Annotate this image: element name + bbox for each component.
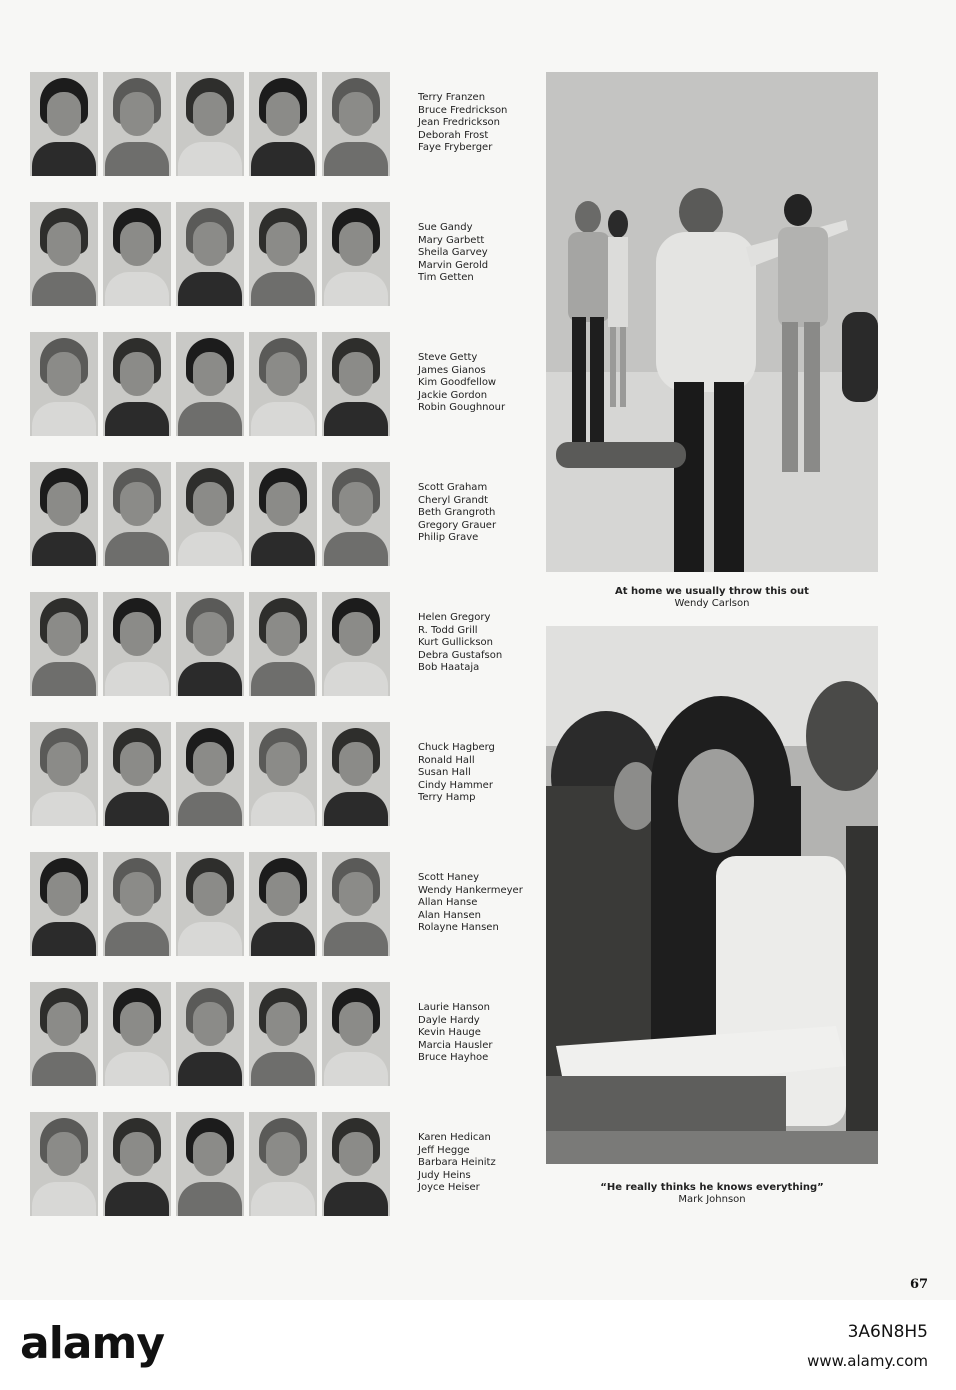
portrait-shoulders (32, 142, 96, 176)
name-list (418, 742, 543, 805)
student-portrait (176, 1112, 244, 1216)
student-name: Kurt Gullickson (418, 637, 493, 649)
student-portrait (322, 852, 390, 956)
portrait-row (30, 462, 395, 568)
student-portrait (322, 722, 390, 826)
portrait-face (193, 1002, 227, 1046)
candid-photo-classroom-pointing-image (546, 72, 878, 572)
student-name: Wendy Hankermeyer (418, 884, 523, 896)
student-portrait (30, 332, 98, 436)
photo-caption-1-credit: Wendy Carlson (674, 598, 750, 609)
student-name: Faye Fryberger (418, 142, 493, 154)
portrait-face (339, 482, 373, 526)
photo-caption-2 (546, 1182, 878, 1206)
portrait-shoulders (324, 1182, 388, 1216)
portrait-row (30, 852, 395, 958)
student-name: Allan Hanse (418, 897, 478, 909)
portrait-shoulders (105, 922, 169, 956)
student-name: Kim Goodfellow (418, 377, 497, 389)
student-name: Joyce Heiser (418, 1182, 480, 1194)
student-portrait (249, 722, 317, 826)
student-name: Marcia Hausler (418, 1039, 493, 1051)
portrait-shoulders (324, 662, 388, 696)
portrait-face (120, 92, 154, 136)
portrait-shoulders (251, 792, 315, 826)
student-name: Kevin Hauge (418, 1027, 481, 1039)
footer-logo: alamy (20, 1318, 164, 1369)
student-portrait (249, 982, 317, 1086)
student-name: Mary Garbett (418, 234, 485, 246)
student-portrait (103, 1112, 171, 1216)
name-list (418, 222, 543, 285)
portrait-shoulders (105, 1052, 169, 1086)
student-portrait (176, 72, 244, 176)
student-name: Terry Hamp (418, 792, 476, 804)
student-name: Beth Grangroth (418, 507, 496, 519)
student-portrait (176, 592, 244, 696)
portrait-shoulders (178, 662, 242, 696)
photo-caption-1 (546, 586, 878, 610)
student-portrait (103, 852, 171, 956)
student-portrait (249, 462, 317, 566)
student-portrait (322, 72, 390, 176)
student-name: Tim Getten (418, 272, 474, 284)
candid-photo-girls-reading (546, 626, 878, 1164)
portrait-shoulders (105, 532, 169, 566)
portrait-face (47, 1002, 81, 1046)
portrait-face (266, 352, 300, 396)
portrait-face (120, 222, 154, 266)
portrait-shoulders (251, 532, 315, 566)
student-portrait (30, 722, 98, 826)
portrait-shoulders (178, 532, 242, 566)
portrait-face (47, 872, 81, 916)
student-name: Rolayne Hansen (418, 922, 499, 934)
portrait-face (266, 1002, 300, 1046)
portrait-shoulders (178, 1182, 242, 1216)
portrait-face (193, 1132, 227, 1176)
portrait-shoulders (32, 662, 96, 696)
portrait-face (339, 612, 373, 656)
portrait-shoulders (324, 142, 388, 176)
student-name: Jean Fredrickson (418, 117, 501, 129)
student-name: Karen Hedican (418, 1132, 491, 1143)
student-portrait (249, 1112, 317, 1216)
student-portrait (103, 982, 171, 1086)
student-portrait (30, 202, 98, 306)
portrait-face (120, 482, 154, 526)
student-name: Laurie Hanson (418, 1002, 490, 1013)
student-portrait (249, 852, 317, 956)
student-portrait (249, 202, 317, 306)
student-name: James Gianos (418, 364, 486, 376)
name-list (418, 1002, 543, 1065)
portrait-face (120, 612, 154, 656)
student-portrait (249, 332, 317, 436)
student-name: Sheila Garvey (418, 247, 488, 259)
portrait-shoulders (251, 1052, 315, 1086)
student-portrait (176, 462, 244, 566)
student-name: Judy Heins (418, 1169, 471, 1181)
student-name: Sue Gandy (418, 222, 473, 233)
portrait-face (47, 92, 81, 136)
student-portrait (249, 592, 317, 696)
portrait-face (193, 222, 227, 266)
student-name: Chuck Hagberg (418, 742, 495, 753)
student-portrait (322, 982, 390, 1086)
portrait-row (30, 202, 395, 308)
portrait-face (120, 1002, 154, 1046)
portrait-shoulders (251, 1182, 315, 1216)
student-portrait (176, 852, 244, 956)
portrait-face (266, 872, 300, 916)
portrait-face (339, 742, 373, 786)
name-list (418, 92, 543, 155)
portrait-shoulders (251, 142, 315, 176)
portrait-shoulders (178, 272, 242, 306)
student-name: R. Todd Grill (418, 624, 478, 636)
portrait-face (339, 352, 373, 396)
student-portrait (30, 462, 98, 566)
student-portrait (176, 982, 244, 1086)
page-number: 67 (910, 1277, 929, 1292)
portrait-face (339, 222, 373, 266)
student-portrait (322, 202, 390, 306)
student-name: Alan Hansen (418, 909, 481, 921)
student-name: Jeff Hegge (418, 1144, 470, 1156)
candid-photo-girls-reading-image (546, 626, 878, 1164)
portrait-shoulders (105, 402, 169, 436)
student-portrait (103, 202, 171, 306)
student-name: Robin Goughnour (418, 402, 506, 414)
student-name: Bruce Hayhoe (418, 1052, 489, 1064)
portrait-face (47, 222, 81, 266)
portrait-row (30, 1112, 395, 1218)
footer-image-id: 3A6N8H5 (847, 1322, 928, 1342)
portrait-face (266, 222, 300, 266)
student-name: Philip Grave (418, 532, 479, 544)
name-list (418, 482, 543, 545)
student-name: Jackie Gordon (418, 389, 488, 401)
portrait-face (193, 612, 227, 656)
student-name: Dayle Hardy (418, 1014, 480, 1026)
footer-url[interactable]: www.alamy.com (807, 1352, 928, 1370)
portrait-face (47, 352, 81, 396)
portrait-shoulders (105, 272, 169, 306)
student-portrait (103, 592, 171, 696)
student-portrait (322, 462, 390, 566)
name-list (418, 352, 543, 415)
portrait-row (30, 982, 395, 1088)
portrait-face (120, 352, 154, 396)
student-name: Bruce Fredrickson (418, 104, 508, 116)
student-name: Bob Haataja (418, 662, 480, 674)
portrait-shoulders (32, 532, 96, 566)
student-name: Scott Graham (418, 482, 488, 493)
portrait-shoulders (178, 1052, 242, 1086)
portrait-face (193, 92, 227, 136)
student-name: Cindy Hammer (418, 779, 493, 791)
portrait-face (47, 612, 81, 656)
student-name: Marvin Gerold (418, 259, 489, 271)
portrait-shoulders (32, 1052, 96, 1086)
portrait-shoulders (32, 272, 96, 306)
portrait-shoulders (32, 402, 96, 436)
portrait-face (339, 1002, 373, 1046)
student-portrait (103, 462, 171, 566)
portrait-shoulders (178, 402, 242, 436)
portrait-face (266, 1132, 300, 1176)
portrait-shoulders (251, 272, 315, 306)
student-portrait (103, 332, 171, 436)
portrait-shoulders (32, 792, 96, 826)
portrait-shoulders (324, 1052, 388, 1086)
student-portrait (176, 202, 244, 306)
portrait-row (30, 722, 395, 828)
name-list (418, 872, 543, 935)
portrait-face (47, 742, 81, 786)
portrait-shoulders (105, 1182, 169, 1216)
portrait-shoulders (324, 792, 388, 826)
portrait-shoulders (105, 662, 169, 696)
student-portrait (103, 72, 171, 176)
portrait-shoulders (324, 922, 388, 956)
student-portrait (30, 592, 98, 696)
portrait-face (120, 872, 154, 916)
portrait-face (339, 1132, 373, 1176)
portrait-shoulders (105, 142, 169, 176)
student-name: Barbara Heinitz (418, 1157, 496, 1169)
student-portrait (176, 722, 244, 826)
portrait-face (339, 872, 373, 916)
portrait-shoulders (251, 662, 315, 696)
portrait-face (266, 612, 300, 656)
student-name: Susan Hall (418, 767, 471, 779)
student-portrait (322, 1112, 390, 1216)
portrait-face (266, 92, 300, 136)
portrait-row (30, 592, 395, 698)
portrait-shoulders (178, 792, 242, 826)
portrait-shoulders (324, 532, 388, 566)
student-name: Scott Haney (418, 872, 480, 883)
student-name: Deborah Frost (418, 129, 489, 141)
stock-footer (0, 1300, 956, 1390)
candid-photo-classroom-pointing (546, 72, 878, 572)
portrait-face (193, 482, 227, 526)
portrait-shoulders (178, 142, 242, 176)
student-name: Steve Getty (418, 352, 478, 363)
portrait-shoulders (251, 922, 315, 956)
student-portrait (176, 332, 244, 436)
student-portrait (30, 72, 98, 176)
name-list (418, 612, 543, 675)
portrait-face (193, 742, 227, 786)
student-name: Debra Gustafson (418, 649, 503, 661)
portrait-face (120, 1132, 154, 1176)
portrait-shoulders (32, 1182, 96, 1216)
portrait-shoulders (324, 402, 388, 436)
portrait-shoulders (178, 922, 242, 956)
portrait-face (120, 742, 154, 786)
portrait-row (30, 332, 395, 438)
portrait-shoulders (105, 792, 169, 826)
student-name: Ronald Hall (418, 754, 475, 766)
student-name: Cheryl Grandt (418, 494, 489, 506)
portrait-face (193, 872, 227, 916)
student-portrait (30, 852, 98, 956)
portrait-shoulders (324, 272, 388, 306)
student-portrait (249, 72, 317, 176)
student-portrait (30, 982, 98, 1086)
student-portrait (322, 592, 390, 696)
student-portrait (30, 1112, 98, 1216)
photo-caption-1-text: At home we usually throw this out (615, 586, 809, 597)
portrait-face (266, 482, 300, 526)
portrait-face (47, 1132, 81, 1176)
student-name: Terry Franzen (418, 92, 486, 103)
portrait-shoulders (32, 922, 96, 956)
student-portrait (322, 332, 390, 436)
student-portrait (103, 722, 171, 826)
student-name: Helen Gregory (418, 612, 491, 623)
photo-caption-2-text: “He really thinks he knows everything” (600, 1182, 824, 1193)
portrait-face (47, 482, 81, 526)
portrait-row (30, 72, 395, 178)
portrait-face (193, 352, 227, 396)
photo-caption-2-credit: Mark Johnson (678, 1194, 746, 1205)
portrait-face (266, 742, 300, 786)
portrait-shoulders (251, 402, 315, 436)
name-list (418, 1132, 543, 1195)
student-name: Gregory Grauer (418, 519, 497, 531)
portrait-face (339, 92, 373, 136)
